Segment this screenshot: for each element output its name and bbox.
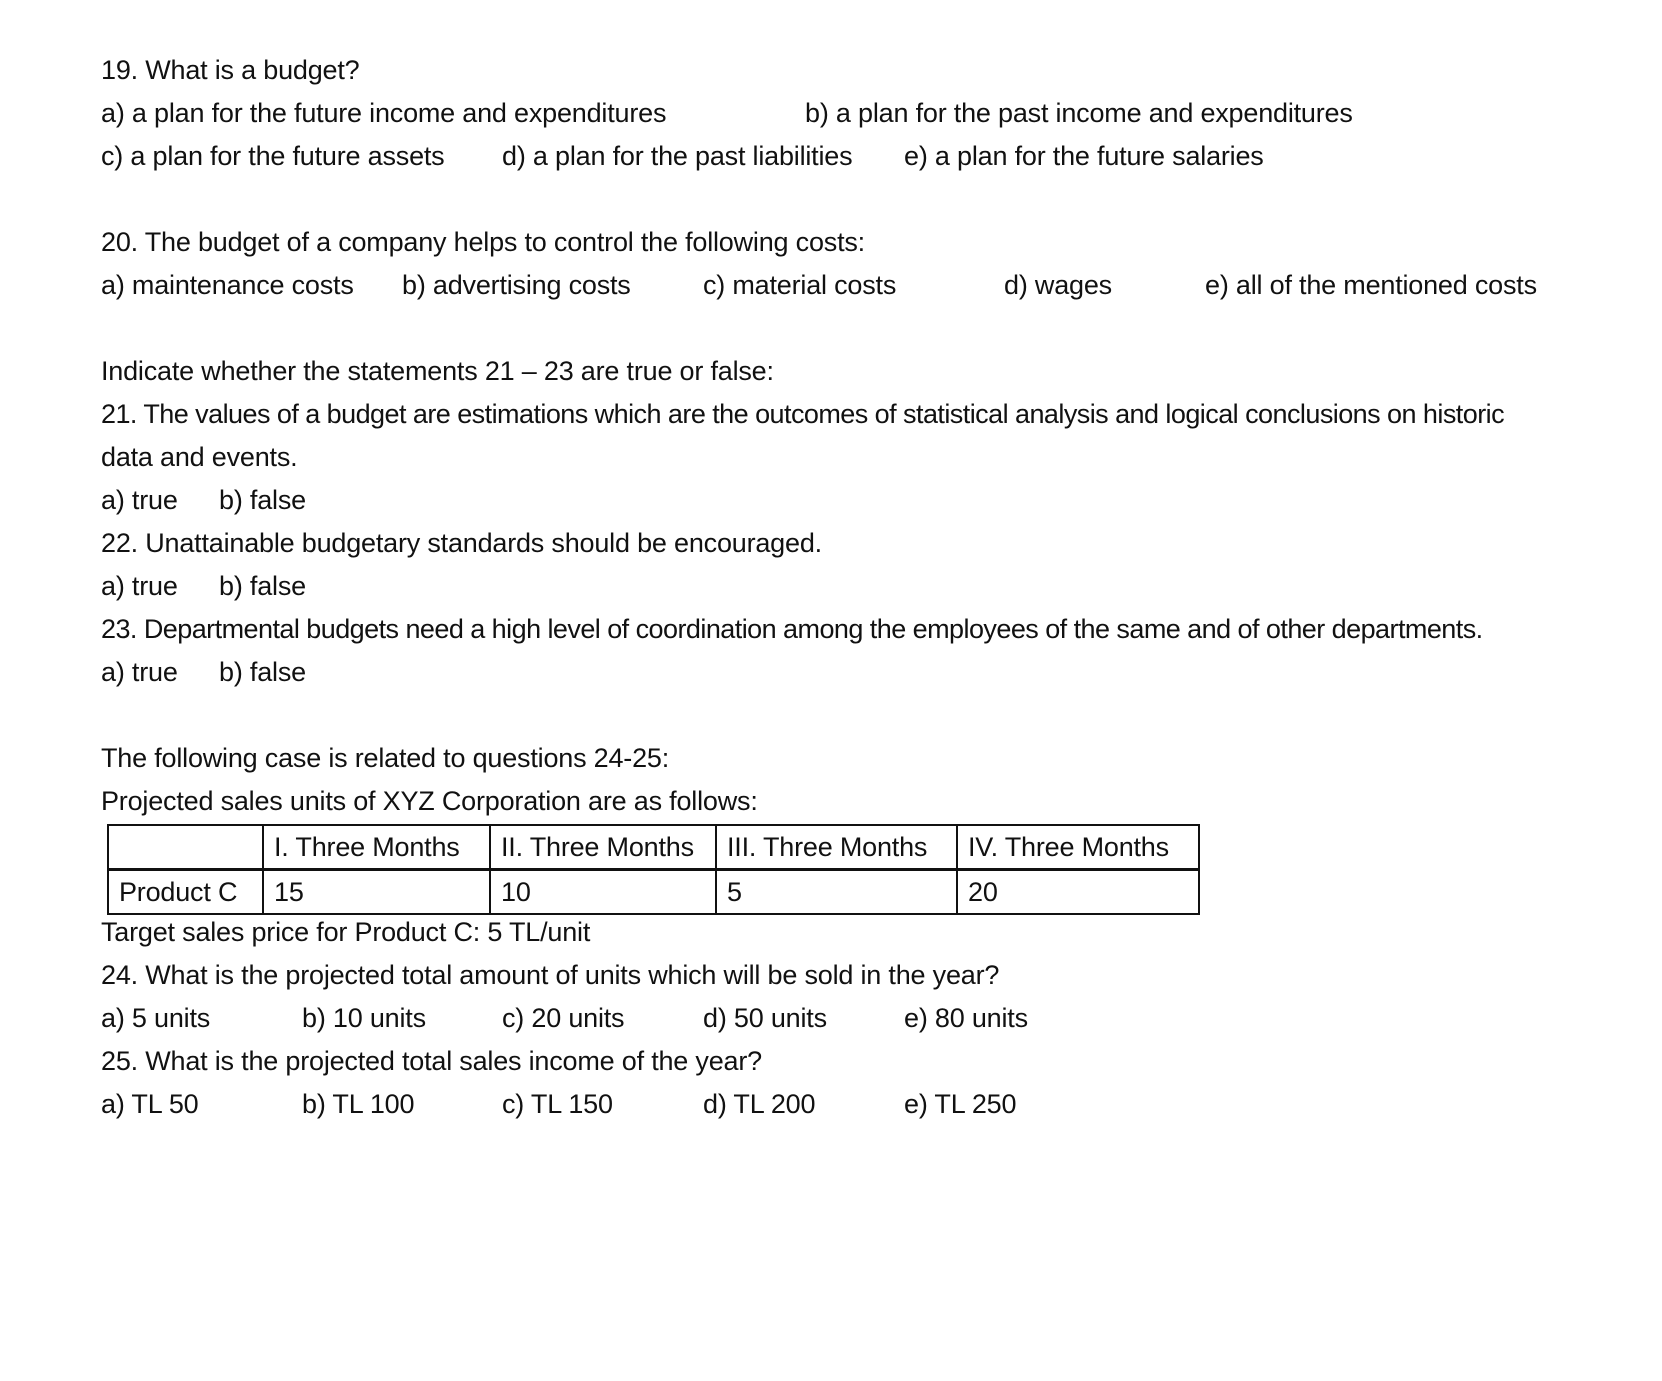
- q24-option-d: d) 50 units: [703, 1003, 827, 1033]
- table-header-cell: IV. Three Months: [957, 825, 1199, 870]
- table-cell: Product C: [108, 870, 263, 915]
- q22-option-a: a) true: [101, 571, 178, 601]
- table-header-cell: I. Three Months: [263, 825, 490, 870]
- question-25: 25. What is the projected total sales income of the year?: [101, 1046, 762, 1076]
- q22-option-b: b) false: [219, 571, 306, 601]
- q21-option-b: b) false: [219, 485, 306, 515]
- table-row: [108, 870, 1199, 915]
- q25-option-b: b) TL 100: [302, 1089, 415, 1119]
- q20-option-b: b) advertising costs: [402, 270, 631, 300]
- q24-option-e: e) 80 units: [904, 1003, 1028, 1033]
- question-21-line-1: 21. The values of a budget are estimations which are the outcomes of statistical analysis and logical conclusions on historic: [101, 399, 1505, 429]
- q24-option-a: a) 5 units: [101, 1003, 211, 1033]
- q20-option-e: e) all of the mentioned costs: [1205, 270, 1537, 300]
- projected-sales-table: [107, 824, 1200, 915]
- q20-option-c: c) material costs: [703, 270, 897, 300]
- q20-option-a: a) maintenance costs: [101, 270, 354, 300]
- target-sales-price: Target sales price for Product C: 5 TL/unit: [101, 917, 591, 947]
- table-cell: 5: [716, 870, 957, 915]
- question-23: 23. Departmental budgets need a high level of coordination among the employees of the same and of other departments.: [101, 614, 1483, 644]
- projected-sales-intro: Projected sales units of XYZ Corporation are as follows:: [101, 786, 758, 816]
- question-21-line-2: data and events.: [101, 442, 298, 472]
- q24-option-c: c) 20 units: [502, 1003, 625, 1033]
- q20-option-d: d) wages: [1004, 270, 1112, 300]
- q25-option-c: c) TL 150: [502, 1089, 613, 1119]
- q25-option-d: d) TL 200: [703, 1089, 816, 1119]
- question-20: 20. The budget of a company helps to control the following costs:: [101, 227, 865, 257]
- table-cell: 10: [490, 870, 716, 915]
- table-cell: 20: [957, 870, 1199, 915]
- q19-option-c: c) a plan for the future assets: [101, 141, 445, 171]
- question-24: 24. What is the projected total amount of units which will be sold in the year?: [101, 960, 1000, 990]
- true-false-instructions: Indicate whether the statements 21 – 23 are true or false:: [101, 356, 774, 386]
- q23-option-b: b) false: [219, 657, 306, 687]
- q19-option-a: a) a plan for the future income and expenditures: [101, 98, 667, 128]
- q25-option-a: a) TL 50: [101, 1089, 199, 1119]
- table-cell: 15: [263, 870, 490, 915]
- case-intro: The following case is related to questions 24-25:: [101, 743, 670, 773]
- q25-option-e: e) TL 250: [904, 1089, 1017, 1119]
- table-header-row: [108, 825, 1199, 870]
- q19-option-b: b) a plan for the past income and expenditures: [805, 98, 1353, 128]
- table-header-cell: II. Three Months: [490, 825, 716, 870]
- q19-option-d: d) a plan for the past liabilities: [502, 141, 853, 171]
- q19-option-e: e) a plan for the future salaries: [904, 141, 1264, 171]
- q23-option-a: a) true: [101, 657, 178, 687]
- table-header-cell: III. Three Months: [716, 825, 957, 870]
- question-22: 22. Unattainable budgetary standards should be encouraged.: [101, 528, 822, 558]
- question-19: 19. What is a budget?: [101, 55, 360, 85]
- table-header-cell: [108, 825, 263, 870]
- q24-option-b: b) 10 units: [302, 1003, 426, 1033]
- q21-option-a: a) true: [101, 485, 178, 515]
